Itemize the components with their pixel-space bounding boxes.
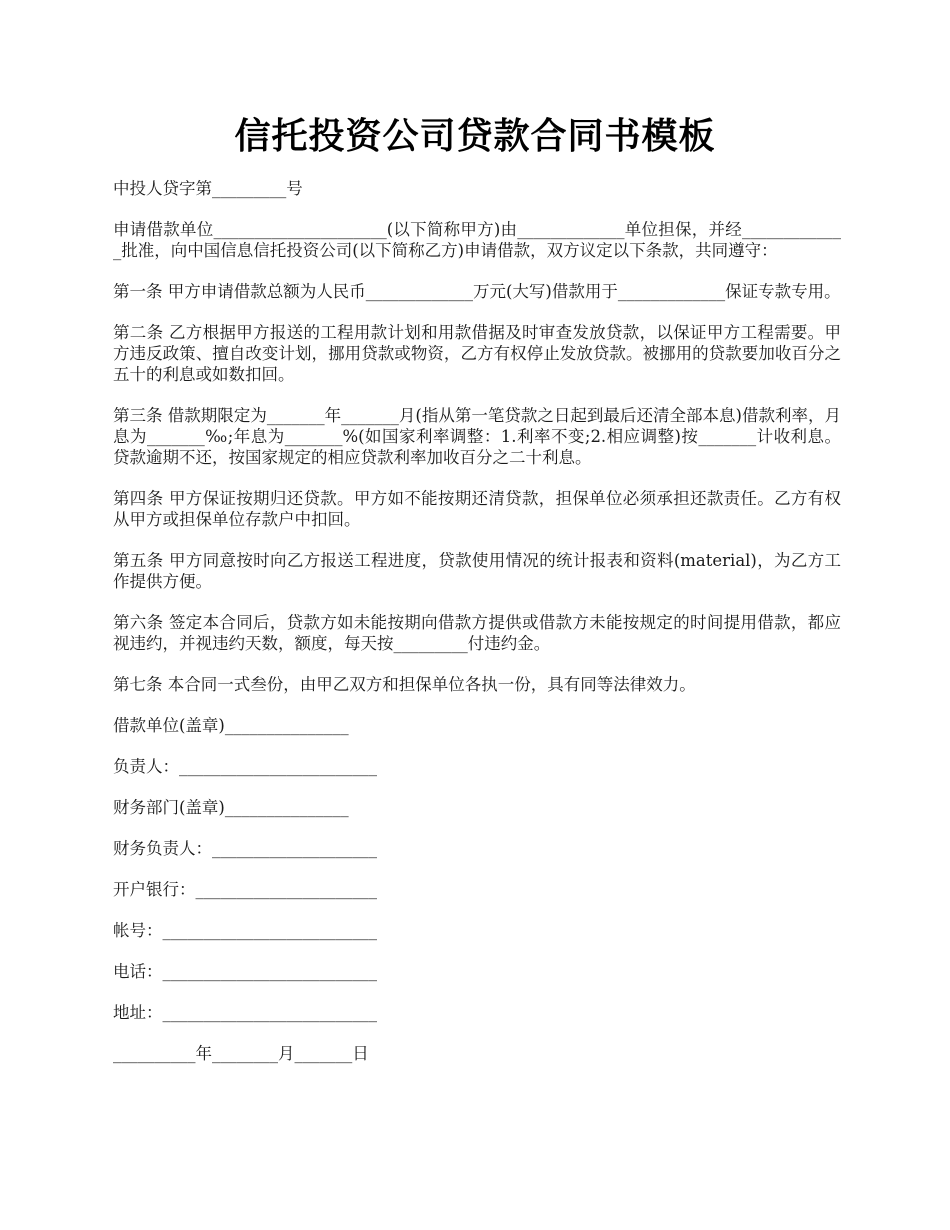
article-3: 第三条 借款期限定为_______年_______月(指从第一笔贷款之日起到最后还清全部本息)借款利率，月息为_______‰;年息为_______%(如国家利率调整：1.利率不变;2.相应调整)按_______计收利息。贷款逾期不还，按国家规定的相应贷款利率加收百分之二十利息。 (113, 406, 841, 467)
article-2: 第二条 乙方根据甲方报送的工程用款计划和用款借据及时审查发放贷款，以保证甲方工程需要。甲方违反政策、擅自改变计划，挪用贷款或物资，乙方有权停止发放贷款。被挪用的贷款要加收百分之五十的利息或如数扣回。 (113, 323, 841, 384)
article-6: 第六条 签定本合同后，贷款方如未能按期向借款方提供或借款方未能按规定的时间提用借款，都应视违约，并视违约天数，额度，每天按_________付违约金。 (113, 613, 841, 653)
address-line: 地址：__________________________ (113, 1003, 377, 1022)
article-7: 第七条 本合同一式叁份，由甲乙双方和担保单位各执一份，具有同等法律效力。 (113, 675, 696, 694)
borrower-seal-line: 借款单位(盖章)_______________ (113, 716, 349, 735)
reference-number: 中投人贷字第_________号 (113, 179, 303, 198)
preamble-paragraph: 申请借款单位_____________________(以下简称甲方)由_____________单位担保，并经_____________批准，向中国信息信托投资公司(以下简称乙方)申请借款，双方议定以下条款，共同遵守： (113, 220, 841, 260)
finance-principal-line: 财务负责人：____________________ (113, 839, 377, 858)
phone-line: 电话：__________________________ (113, 962, 377, 981)
document-title: 信托投资公司贷款合同书模板 (234, 115, 716, 157)
principal-line: 负责人：________________________ (113, 757, 377, 776)
date-line: __________年________月_______日 (113, 1044, 369, 1063)
bank-line: 开户银行：______________________ (113, 880, 377, 899)
article-4: 第四条 甲方保证按期归还贷款。甲方如不能按期还清贷款，担保单位必须承担还款责任。乙方有权从甲方或担保单位存款户中扣回。 (113, 489, 841, 529)
account-line: 帐号：__________________________ (113, 921, 377, 940)
article-5: 第五条 甲方同意按时向乙方报送工程进度，贷款使用情况的统计报表和资料(material)，为乙方工作提供方便。 (113, 551, 841, 591)
article-1: 第一条 甲方申请借款总额为人民币_____________万元(大写)借款用于_____________保证专款专用。 (113, 282, 841, 301)
signature-block (113, 715, 841, 1064)
document-body (113, 178, 841, 1084)
finance-dept-line: 财务部门(盖章)_______________ (113, 798, 349, 817)
